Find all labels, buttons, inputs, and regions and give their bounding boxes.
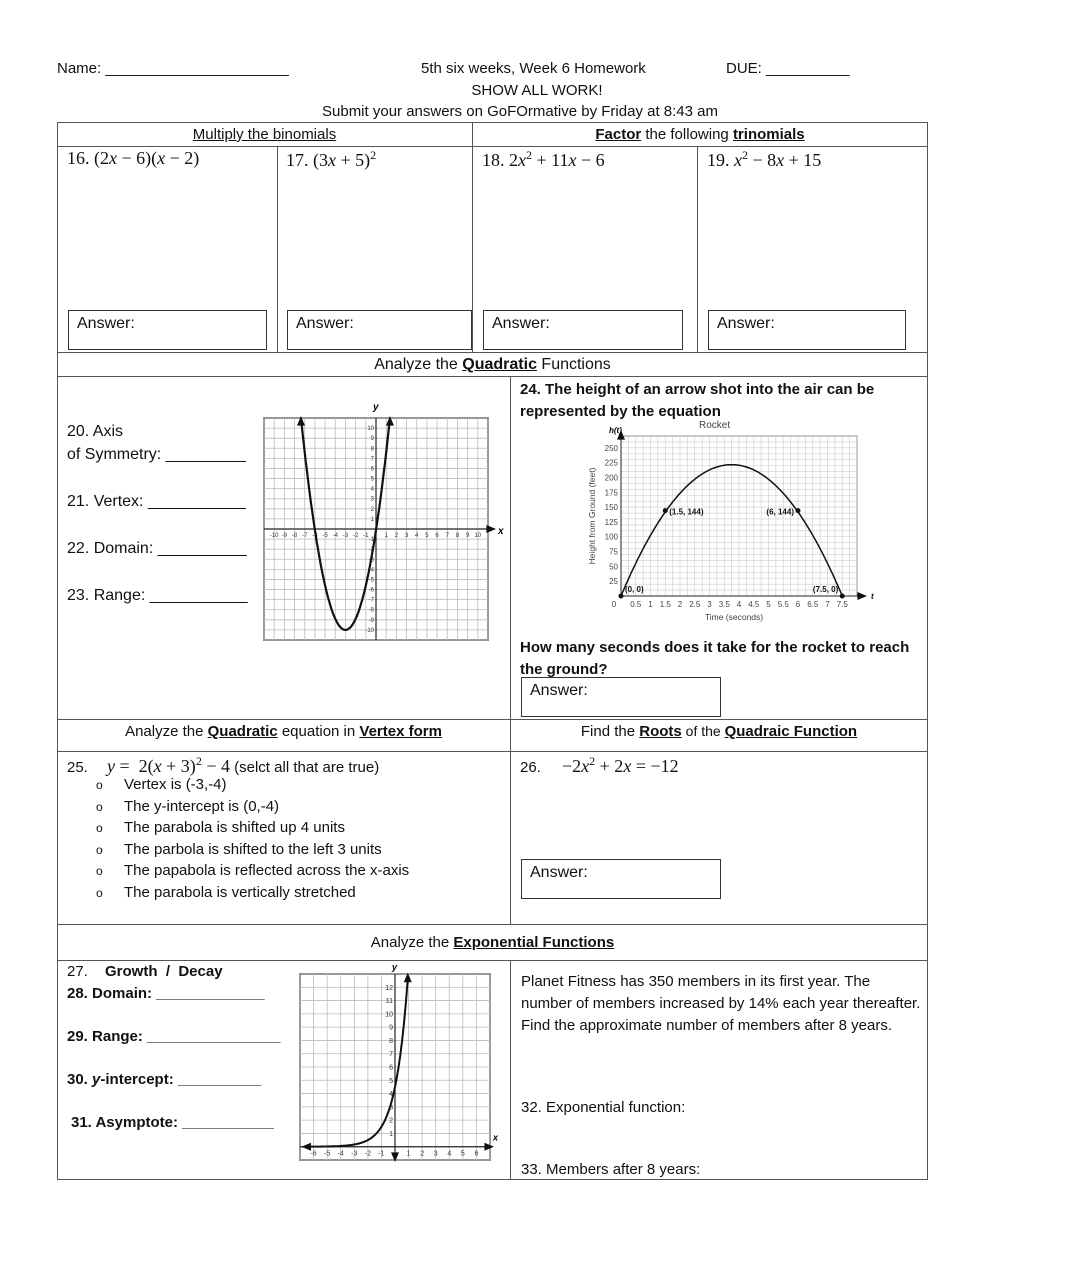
variable: x bbox=[153, 756, 162, 776]
answer-box-18[interactable]: Answer: bbox=[483, 310, 683, 350]
x-tick-label: 4.5 bbox=[748, 600, 760, 609]
x-tick-label: 3 bbox=[404, 533, 409, 539]
y-tick-label: 25 bbox=[609, 577, 618, 587]
variable: x bbox=[568, 150, 577, 170]
heading-keyword: Quadratic bbox=[462, 356, 537, 373]
y-tick-label: 125 bbox=[604, 517, 618, 527]
vertex-form-heading bbox=[57, 723, 510, 740]
x-tick-label: 5 bbox=[425, 533, 429, 539]
x-tick-label: 1 bbox=[384, 533, 388, 539]
word-problem: Planet Fitness has 350 members in its first year. The number of members increased by 14% each year thereafter. Find the approximate number of members after 8 years. bbox=[521, 973, 921, 1034]
data-point-label: (7.5, 0) bbox=[812, 585, 839, 594]
y-tick-label: -9 bbox=[368, 617, 374, 624]
y-tick-label: 8 bbox=[370, 446, 374, 453]
data-point-label: (1.5, 144) bbox=[669, 507, 704, 517]
x-tick-label: -10 bbox=[269, 533, 279, 539]
x-tick-label: 4 bbox=[736, 600, 742, 609]
heading-keyword: Vertex form bbox=[359, 723, 442, 740]
x-tick-label: 9 bbox=[465, 533, 470, 539]
variable: x bbox=[328, 150, 336, 170]
y-tick-label: 200 bbox=[604, 473, 618, 483]
y-tick-label: -5 bbox=[368, 577, 374, 584]
x-tick-label: -1 bbox=[363, 533, 369, 539]
x-tick-label: 10 bbox=[474, 533, 482, 539]
heading-text: Analyze the bbox=[125, 723, 208, 740]
bullet-icon: o bbox=[96, 821, 103, 836]
x-tick-label: 6.5 bbox=[807, 600, 819, 609]
x-tick-label: 2 bbox=[677, 600, 683, 609]
x-axis-title: Time (seconds) bbox=[704, 612, 764, 622]
x-tick-label: 2 bbox=[420, 1150, 425, 1158]
y-tick-label: -8 bbox=[368, 607, 374, 614]
data-point-label: (0, 0) bbox=[625, 585, 644, 594]
y-tick-label: 10 bbox=[367, 426, 374, 433]
x-tick-label: 1.5 bbox=[659, 600, 671, 609]
bullet-icon: o bbox=[96, 799, 103, 814]
y-tick-label: 6 bbox=[370, 466, 374, 473]
equation-term: 2 bbox=[509, 150, 518, 170]
parabola-graph bbox=[258, 398, 504, 646]
x-tick-label: 0 bbox=[611, 600, 617, 609]
heading-text: Find the bbox=[580, 723, 640, 740]
data-point bbox=[796, 508, 801, 513]
y-tick-label: 175 bbox=[604, 488, 618, 498]
problem-number: 17. bbox=[286, 150, 309, 170]
x-tick-label: -4 bbox=[332, 533, 338, 539]
answer-box-26[interactable]: Answer: bbox=[521, 859, 721, 899]
x-tick-label: 2.5 bbox=[689, 600, 701, 609]
question-26 bbox=[520, 754, 679, 777]
x-tick-label: 1 bbox=[648, 600, 653, 609]
heading-text: of the bbox=[681, 723, 725, 739]
x-tick-label: 6 bbox=[474, 1150, 479, 1158]
x-tick-label: 2 bbox=[394, 533, 399, 539]
y-tick-label: 12 bbox=[385, 984, 393, 992]
problem-number: 18. bbox=[482, 150, 505, 170]
equation bbox=[107, 756, 230, 776]
heading-text: Analyze the bbox=[370, 934, 454, 951]
data-point bbox=[663, 508, 668, 513]
name-field: Name: ______________________ bbox=[57, 60, 289, 77]
y-tick-label: 11 bbox=[385, 998, 393, 1006]
equation-term: + 11 bbox=[532, 150, 569, 170]
problem-number: 26. bbox=[520, 759, 541, 776]
equation-term: + 2 bbox=[595, 756, 624, 776]
y-tick-label: 10 bbox=[385, 1011, 393, 1019]
variable: x bbox=[518, 150, 526, 170]
y-tick-label: 9 bbox=[370, 436, 374, 443]
option-label: The y-intercept is (0,-4) bbox=[124, 797, 280, 815]
y-tick-label: 4 bbox=[370, 486, 374, 493]
x-tick-label: -6 bbox=[312, 533, 318, 539]
heading-keyword: Quadraic Function bbox=[724, 723, 858, 740]
x-tick-label: -2 bbox=[352, 533, 359, 539]
y-tick-label: 6 bbox=[389, 1064, 393, 1072]
y-tick-label: 7 bbox=[370, 456, 374, 463]
x-tick-label: -4 bbox=[337, 1150, 344, 1158]
y-tick-label: 5 bbox=[389, 1077, 393, 1085]
heading-keyword: Quadratic bbox=[207, 723, 278, 740]
equation-term: = 2( bbox=[115, 756, 154, 776]
answer-box-16[interactable]: Answer: bbox=[68, 310, 267, 350]
y-tick-label: -4 bbox=[368, 567, 374, 574]
exponential-graph bbox=[294, 962, 504, 1168]
question-24-prompt: How many seconds does it take for the rocket to reach the ground? bbox=[520, 639, 910, 678]
heading-keyword: Exponential Functions bbox=[453, 934, 615, 951]
problem-17 bbox=[286, 148, 376, 171]
data-point-label: (6, 144) bbox=[766, 507, 794, 517]
equation-term: − 6 bbox=[576, 150, 605, 170]
option-label: The parabola is vertically stretched bbox=[124, 884, 356, 901]
variable: x bbox=[581, 756, 590, 776]
question-24: 24. The height of an arrow shot into the air can be represented by the equation bbox=[520, 381, 875, 420]
x-tick-label: 6 bbox=[435, 533, 439, 539]
x-tick-label: 7 bbox=[825, 600, 830, 609]
x-tick-label: 4 bbox=[447, 1150, 452, 1158]
question-20-line2: of Symmetry: _________ bbox=[67, 446, 246, 463]
problem-19 bbox=[707, 148, 821, 171]
variable: x bbox=[776, 150, 785, 170]
y-axis-title: Height from Ground (feet) bbox=[587, 467, 597, 565]
answer-box-19[interactable]: Answer: bbox=[708, 310, 906, 350]
problem-16 bbox=[67, 148, 199, 169]
x-axis-name: t bbox=[871, 592, 874, 601]
question-28: 28. Domain: _____________ bbox=[67, 985, 265, 1002]
equation bbox=[734, 150, 821, 170]
x-axis-arrow-icon bbox=[857, 592, 867, 600]
question-27 bbox=[67, 963, 223, 980]
heading-text: equation in bbox=[277, 723, 360, 740]
multiply-heading: Multiply the binomials bbox=[192, 126, 337, 143]
y-tick-label: 75 bbox=[609, 547, 618, 557]
y-tick-label: -3 bbox=[368, 557, 374, 564]
x-tick-label: -3 bbox=[342, 533, 349, 539]
y-tick-label: 250 bbox=[604, 443, 618, 453]
answer-box-17[interactable]: Answer: bbox=[287, 310, 472, 350]
x-axis-arrow-icon bbox=[486, 525, 496, 533]
y-tick-label: 150 bbox=[604, 503, 618, 513]
x-tick-label: -5 bbox=[322, 533, 328, 539]
exponent: 2 bbox=[195, 754, 202, 768]
option-label: The papabola is reflected across the x-axis bbox=[124, 862, 410, 880]
x-tick-label: -9 bbox=[281, 533, 288, 539]
y-axis-label: y bbox=[373, 402, 379, 413]
equation bbox=[313, 150, 376, 170]
option-item[interactable] bbox=[96, 819, 345, 836]
bullet-icon: o bbox=[96, 778, 103, 792]
problem-number: 30. bbox=[67, 1071, 93, 1088]
exponent: 2 bbox=[589, 754, 596, 768]
option-label: The parabola is shifted up 4 units bbox=[124, 819, 345, 837]
quadratic-heading bbox=[57, 356, 928, 374]
y-tick-label: -1 bbox=[368, 537, 374, 544]
x-axis-label: x bbox=[498, 526, 504, 537]
x-tick-label: 4 bbox=[415, 533, 419, 539]
equation-term: − 6)( bbox=[117, 148, 158, 168]
x-tick-label: 0.5 bbox=[630, 600, 642, 609]
exponent: 2 bbox=[370, 148, 377, 162]
y-tick-label: 1 bbox=[370, 516, 374, 523]
y-tick-label: -2 bbox=[368, 547, 374, 554]
option-item[interactable] bbox=[96, 798, 279, 815]
variable: x bbox=[734, 150, 742, 170]
x-tick-label: 5.5 bbox=[777, 600, 789, 609]
factor-rest: the following bbox=[641, 126, 733, 143]
y-tick-label: -7 bbox=[368, 597, 374, 604]
exponential-heading bbox=[57, 934, 928, 951]
y-tick-label: -6 bbox=[368, 587, 374, 594]
problem-number: 25. bbox=[67, 759, 88, 776]
data-point bbox=[840, 594, 845, 599]
x-tick-label: -7 bbox=[302, 533, 308, 539]
question-21: 21. Vertex: ___________ bbox=[67, 493, 246, 510]
question-30 bbox=[67, 1071, 261, 1088]
equation-term: + 3) bbox=[161, 756, 196, 776]
equation-term: + 15 bbox=[784, 150, 822, 170]
data-point bbox=[619, 594, 624, 599]
question-text: -intercept: __________ bbox=[100, 1071, 262, 1088]
problem-number: 16. bbox=[67, 148, 90, 168]
x-tick-label: 7 bbox=[445, 533, 449, 539]
y-tick-label: 2 bbox=[389, 1117, 393, 1125]
equation-term: − 4 bbox=[201, 756, 230, 776]
submit-instructions: Submit your answers on GoFOrmative by Friday at 8:43 am bbox=[322, 103, 718, 120]
option-item[interactable] bbox=[96, 884, 356, 901]
x-tick-label: -8 bbox=[291, 533, 298, 539]
y-tick-label: 100 bbox=[604, 532, 618, 542]
bullet-icon: o bbox=[96, 886, 103, 900]
question-33: 33. Members after 8 years: bbox=[521, 1161, 701, 1178]
y-tick-label: 8 bbox=[389, 1037, 393, 1045]
equation-term: + 5) bbox=[336, 150, 371, 170]
rocket-graph bbox=[583, 416, 873, 630]
growth-decay-choice[interactable]: Growth / Decay bbox=[105, 963, 223, 980]
x-tick-label: 3.5 bbox=[718, 600, 730, 609]
x-tick-label: 3 bbox=[707, 600, 712, 609]
variable: x bbox=[157, 148, 166, 168]
bullet-icon: o bbox=[96, 864, 103, 879]
y-axis-label: y bbox=[392, 962, 398, 972]
question-29: 29. Range: ________________ bbox=[67, 1028, 281, 1045]
answer-box-24[interactable]: Answer: bbox=[521, 677, 721, 717]
option-label: Vertex is (-3,-4) bbox=[124, 776, 227, 793]
equation bbox=[562, 756, 679, 776]
question-25 bbox=[67, 754, 379, 777]
equation bbox=[509, 150, 605, 170]
y-tick-label: 4 bbox=[389, 1091, 393, 1099]
x-tick-label: 5 bbox=[460, 1150, 465, 1158]
question-20-line1: 20. Axis bbox=[67, 423, 124, 440]
x-tick-label: -1 bbox=[378, 1150, 385, 1158]
x-tick-label: 6 bbox=[795, 600, 801, 609]
x-tick-label: 3 bbox=[433, 1150, 438, 1158]
x-tick-label: 1 bbox=[406, 1150, 411, 1158]
chart-title: Rocket bbox=[699, 420, 731, 431]
y-tick-label: -10 bbox=[365, 627, 374, 634]
note: (selct all that are true) bbox=[229, 759, 380, 776]
heading-text: Analyze the bbox=[374, 356, 463, 373]
option-label: The parbola is shifted to the left 3 units bbox=[124, 840, 382, 858]
x-tick-label: 7.5 bbox=[836, 600, 848, 609]
question-22: 22. Domain: __________ bbox=[67, 540, 247, 557]
question-32: 32. Exponential function: bbox=[521, 1099, 686, 1116]
question-23: 23. Range: ___________ bbox=[67, 587, 248, 604]
equation-term: − 8 bbox=[748, 150, 777, 170]
roots-heading bbox=[510, 723, 928, 740]
exponent: 2 bbox=[742, 148, 748, 162]
y-tick-label: 3 bbox=[370, 496, 374, 503]
problem-number: 27. bbox=[67, 963, 88, 980]
problem-number: 19. bbox=[707, 150, 730, 170]
problem-18 bbox=[482, 148, 605, 171]
x-tick-label: 5 bbox=[766, 600, 771, 609]
y-tick-label: 225 bbox=[604, 458, 618, 468]
worksheet-title: 5th six weeks, Week 6 Homework bbox=[421, 60, 646, 77]
question-31: 31. Asymptote: ___________ bbox=[71, 1114, 274, 1131]
y-tick-label: 2 bbox=[370, 506, 374, 513]
heading-keyword: Roots bbox=[639, 723, 682, 740]
y-tick-label: 7 bbox=[389, 1051, 393, 1059]
trinomials-word: trinomials bbox=[732, 126, 805, 143]
equation-term: = −12 bbox=[631, 756, 679, 776]
equation-term: − 2) bbox=[165, 148, 200, 168]
show-work-note: SHOW ALL WORK! bbox=[471, 82, 603, 99]
factor-heading bbox=[472, 126, 928, 143]
y-tick-label: 9 bbox=[389, 1024, 393, 1032]
x-tick-label: -6 bbox=[310, 1150, 317, 1158]
option-item[interactable] bbox=[96, 776, 227, 793]
equation-term: −2 bbox=[562, 756, 582, 776]
due-field: DUE: __________ bbox=[726, 60, 850, 77]
variable: x bbox=[623, 756, 632, 776]
factor-word: Factor bbox=[595, 126, 642, 143]
y-tick-label: 50 bbox=[609, 562, 618, 572]
variable: x bbox=[109, 148, 117, 168]
x-tick-label: -2 bbox=[364, 1150, 371, 1158]
equation-term: (3 bbox=[313, 150, 328, 170]
y-axis-name: h(t) bbox=[609, 426, 622, 435]
exponent: 2 bbox=[526, 148, 532, 162]
x-tick-label: 8 bbox=[455, 533, 460, 539]
equation bbox=[94, 148, 199, 168]
y-tick-label: 5 bbox=[370, 476, 374, 483]
y-tick-label: 3 bbox=[389, 1104, 393, 1112]
variable: y bbox=[92, 1071, 101, 1088]
x-tick-label: -5 bbox=[324, 1150, 331, 1158]
equation-term: (2 bbox=[94, 148, 109, 168]
variable: y bbox=[107, 756, 115, 776]
bullet-icon: o bbox=[96, 842, 103, 857]
option-item[interactable] bbox=[96, 841, 382, 858]
x-axis-label: x bbox=[493, 1132, 499, 1143]
y-tick-label: 1 bbox=[389, 1130, 393, 1138]
heading-text: Functions bbox=[536, 356, 611, 373]
x-tick-label: -3 bbox=[351, 1150, 358, 1158]
option-item[interactable] bbox=[96, 862, 409, 879]
